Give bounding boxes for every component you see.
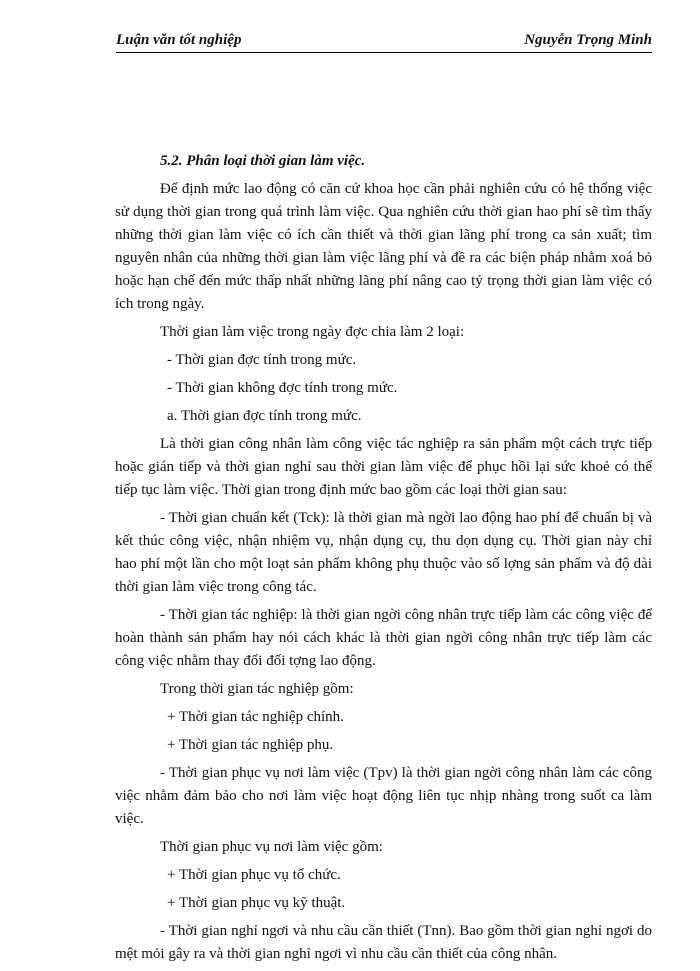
paragraph-definition: Là thời gian công nhân làm công việc tác nghiệp ra sản phẩm một cách trực tiếp hoặc gián tiếp và thời gian nghỉ sau thời gian làm việc để phục hồi lại sức khoẻ có thể tiếp tục làm việc. Thời gian trong định mức bao gồm các loại thời gian sau:	[115, 436, 652, 498]
list-item: + Thời gian phục vụ tổ chức.	[167, 867, 341, 883]
list-item: - Thời gian đợc tính trong mức.	[167, 352, 357, 368]
paragraph-intro: Để định mức lao động có căn cứ khoa học cần phải nghiên cứu có hệ thống việc sử dụng thời gian trong quá trình làm việc. Qua nghiên cứu thời gian hao phí sẽ tìm thấy những thời gian làm việc có ích cần thiết và thời gian lãng phí trong ca sản xuất; tìm nguyên nhân của những thời gian làm việc lãng phí và đề ra các biện pháp nhằm xoá bỏ hoặc hạn chế đến mức thấp nhất những lãng phí nâng cao tỷ trọng thời gian làm việc có ích trong ngày.	[115, 181, 652, 312]
subheading-a: a. Thời gian đợc tính trong mức.	[167, 408, 362, 424]
list-item: + Thời gian phục vụ kỹ thuật.	[167, 895, 346, 911]
list-item: + Thời gian tác nghiệp phụ.	[167, 737, 334, 753]
paragraph-service-includes: Thời gian phục vụ nơi làm việc gồm:	[160, 839, 383, 855]
paragraph-rest-time: - Thời gian nghỉ ngơi và nhu cầu cần thiết (Tnn). Bao gồm thời gian nghỉ ngơi do mệt mỏi gây ra và thời gian nghỉ ngơi vì nhu cầu cần thiết của công nhân.	[115, 923, 652, 962]
list-item: - Thời gian không đợc tính trong mức.	[167, 380, 398, 396]
paragraph-service-time: - Thời gian phục vụ nơi làm việc (Tpv) là thời gian ngời công nhân làm các công việc nhằm đảm bảo cho nơi làm việc hoạt động liên tục nhịp nhàng trong suốt ca làm việc.	[115, 765, 652, 827]
list-item: + Thời gian tác nghiệp chính.	[167, 709, 344, 725]
section-heading: 5.2. Phân loại thời gian làm việc.	[160, 153, 366, 169]
paragraph-preparation-time: - Thời gian chuẩn kết (Tck): là thời gian mà ngời lao động hao phí để chuẩn bị và kết thúc công việc, nhận nhiệm vụ, nhận dụng cụ, thu dọn dụng cụ. Thời gian này chỉ hao phí một lần cho một loạt sản phẩm không phụ thuộc vào số lợng sản phẩm và độ dài thời gian làm việc trong công tác.	[115, 510, 652, 595]
paragraph-operation-includes: Trong thời gian tác nghiệp gồm:	[160, 681, 354, 697]
paragraph-operation-time: - Thời gian tác nghiệp: là thời gian ngời công nhân trực tiếp làm các công việc để hoàn thành sản phẩm hay nói cách khác là thời gian ngời công nhân trực tiếp làm các công việc nhằm thay đổi đối tợng lao động.	[115, 607, 652, 669]
paragraph-classification: Thời gian làm việc trong ngày đợc chia làm 2 loại:	[160, 324, 465, 340]
page-header	[116, 30, 652, 53]
header-author-name: Nguyễn Trọng Minh	[524, 32, 652, 48]
document-body	[115, 150, 652, 971]
header-thesis-title: Luận văn tốt nghiệp	[116, 32, 242, 48]
